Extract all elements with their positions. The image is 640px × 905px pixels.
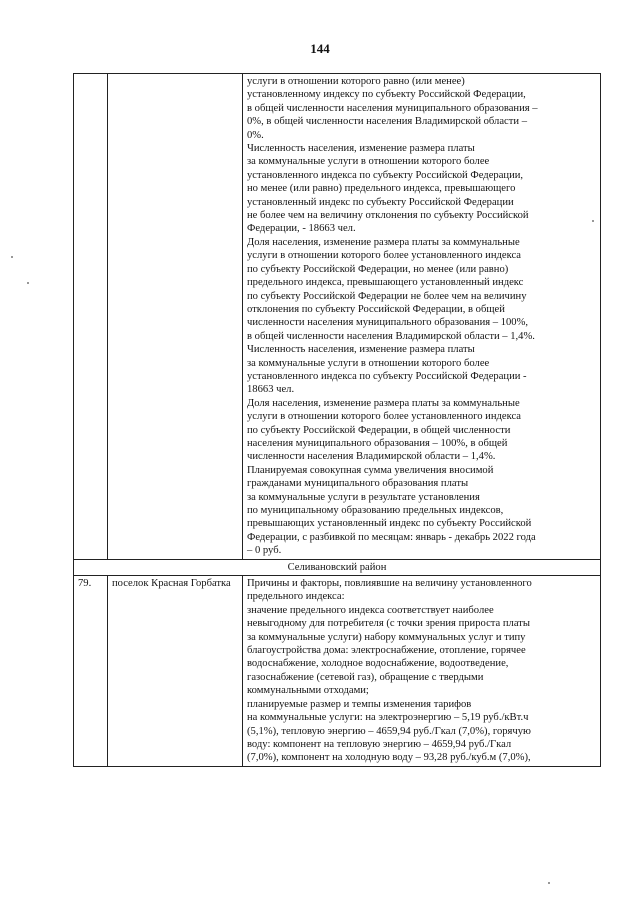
text-line: отклонения по субъекту Российской Федерации, в общей [247,303,505,315]
text-line: установленного индекса по субъекту Российской Федерации - [247,370,527,382]
table-row-continuation [74,74,601,560]
description-text [247,75,596,558]
description-cell [243,74,601,560]
text-line: за коммунальные услуги) набору коммунальных услуг и типу [247,631,526,643]
scan-speck [27,282,29,284]
text-line: населения муниципального образования – 100%, в общей [247,437,508,449]
text-line: установленного индекса по субъекту Российской Федерации, [247,169,524,181]
text-line: в общей численности населения Владимирской области – 1,4%. [247,330,535,342]
text-line: Федерации, с разбивкой по месяцам: январь - декабрь 2022 года [247,531,536,543]
text-line: по субъекту Российской Федерации, но менее (или равно) [247,263,509,275]
text-line: установленный индекс по субъекту Российской Федерации [247,196,514,208]
text-line: газоснабжение (сетевой газ), обращение с твердыми [247,671,484,683]
row-number-cell: 79. [74,576,108,767]
text-line: Доля населения, изменение размера платы за коммунальные [247,236,520,248]
text-line: Федерации, - 18663 чел. [247,223,356,235]
text-line: Причины и факторы, повлиявшие на величину установленного [247,578,532,590]
text-line: благоустройства дома: электроснабжение, отопление, горячее [247,645,526,657]
description-text [247,577,596,765]
text-line: установленному индексу по субъекту Российской Федерации, [247,89,526,101]
text-line: по муниципальному образованию предельных индексов, [247,505,504,516]
text-line: численности населения муниципального образования – 100%, [247,317,529,329]
text-line: за коммунальные услуги в результате установления [247,491,480,503]
text-line: в общей численности населения муниципального образования – [247,102,538,114]
row-number-cell [74,74,108,560]
text-line: не более чем на величину отклонения по субъекту Российской [247,210,529,222]
text-line: численности населения Владимирской области – 1,4%. [247,451,496,463]
text-line: – 0 руб. [247,545,282,557]
place-cell: поселок Красная Горбатка [108,576,243,767]
text-line: Планируемая совокупная сумма увеличения вносимой [247,464,494,476]
text-line: планируемые размер и темпы изменения тарифов [247,698,472,710]
text-line: значение предельного индекса соответствует наиболее [247,604,494,616]
text-line: (7,0%), компонент на холодную воду – 93,28 руб./куб.м (7,0%), [247,752,531,764]
text-line: невыгодному для потребителя (с точки зрения прироста платы [247,618,531,630]
text-line: Численность населения, изменение размера платы [247,143,475,155]
text-line: по субъекту Российской Федерации, в общей численности [247,424,511,436]
text-line: превышающих установленный индекс по субъекту Российской [247,518,532,530]
region-heading: Селивановский район [74,559,601,575]
table-row-79 [74,576,601,767]
text-line: воду: компонент на тепловую энергию – 4659,94 руб./Гкал [247,738,512,750]
page-number: 144 [310,41,330,56]
text-line: но менее (или равно) предельного индекса, превышающего [247,183,516,195]
scan-speck [11,256,13,258]
text-line: услуги в отношении которого более установленного индекса [247,250,522,262]
scan-speck [548,882,550,884]
text-line: Численность населения, изменение размера платы [247,344,475,356]
text-line: 0%. [247,129,264,141]
description-cell [243,576,601,767]
indices-table [73,73,601,767]
text-line: 18663 чел. [247,384,295,396]
text-line: предельного индекса: [247,591,345,603]
text-line: 0%, в общей численности населения Владимирской области – [247,116,527,128]
text-line: по субъекту Российской Федерации не более чем на величину [247,290,527,302]
text-line: услуги в отношении которого более установленного индекса [247,411,522,423]
text-line: Доля населения, изменение размера платы за коммунальные [247,397,520,409]
place-cell [108,74,243,560]
text-line: услуги в отношении которого равно (или менее) [247,76,465,87]
table-row-region [74,559,601,575]
text-line: (5,1%), тепловую энергию – 4659,94 руб./Гкал (7,0%), горячую [247,725,531,737]
text-line: за коммунальные услуги в отношении которого более [247,357,490,369]
text-line: на коммунальные услуги: на электроэнергию – 5,19 руб./кВт.ч [247,712,529,724]
text-line: коммунальными отходами; [247,685,369,697]
scan-speck [592,220,594,222]
text-line: за коммунальные услуги в отношении которого более [247,156,490,168]
text-line: предельного индекса, превышающего установленный индекс [247,277,524,289]
text-line: водоснабжение, холодное водоснабжение, водоотведение, [247,658,509,670]
text-line: гражданами муниципального образования платы [247,478,469,490]
